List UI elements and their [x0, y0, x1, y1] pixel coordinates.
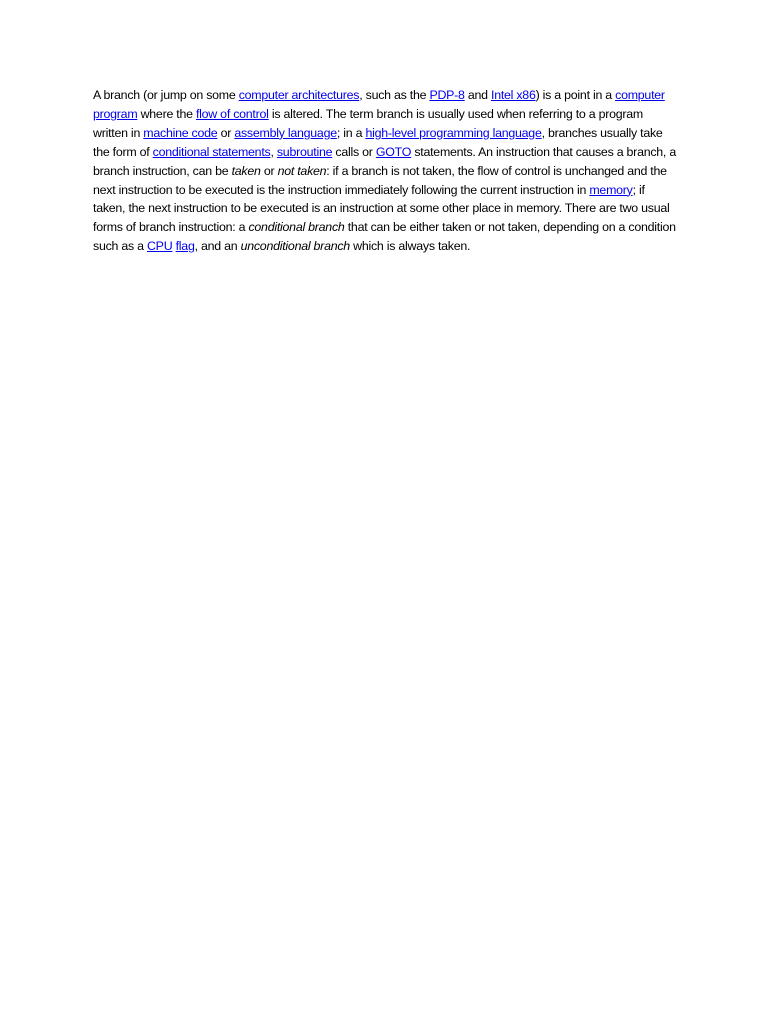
- text-run: and: [464, 88, 491, 102]
- italic-term-taken: taken: [231, 163, 261, 178]
- link-computer-program[interactable]: computer program: [93, 88, 665, 121]
- text-run: , such as the: [359, 88, 430, 102]
- text-run: A branch (or jump on some: [93, 88, 239, 102]
- italic-term-conditional-branch: conditional branch: [248, 220, 345, 235]
- text-run: : if a branch is not taken, the flow of control is unchanged and the next instruction to be executed is the instruction immediately following the current instruction in: [93, 163, 667, 197]
- text-run: which is always taken.: [349, 239, 471, 254]
- text-run: calls or: [332, 144, 376, 159]
- link-goto[interactable]: GOTO: [375, 144, 412, 159]
- link-machine-code[interactable]: machine code: [143, 125, 218, 140]
- branch-paragraph: [93, 86, 677, 256]
- text-run: ; in a: [336, 125, 366, 140]
- link-computer-architectures[interactable]: computer architectures: [238, 88, 360, 102]
- text-run: or: [217, 125, 235, 140]
- link-intel-x86[interactable]: Intel x86: [491, 88, 536, 102]
- text-run: ) is a point in a: [535, 88, 616, 102]
- text-run: is altered. The term branch is usually used when referring to a program written in: [93, 106, 643, 140]
- text-run: that can be either taken or not taken, depending on a condition such as a: [93, 220, 676, 254]
- text-run: statements. An instruction that causes a branch, a branch instruction, can be: [93, 144, 676, 178]
- link-conditional-statements[interactable]: conditional statements: [152, 144, 271, 159]
- link-memory[interactable]: memory: [589, 182, 633, 197]
- text-run: , and an: [194, 239, 241, 254]
- link-flow-of-control[interactable]: flow of control: [195, 106, 269, 121]
- link-subroutine[interactable]: subroutine: [276, 144, 333, 159]
- text-run: where the: [137, 106, 196, 121]
- link-pdp-8[interactable]: PDP-8: [429, 88, 465, 102]
- italic-term-unconditional-branch: unconditional branch: [240, 239, 350, 254]
- text-run: , branches usually take the form of: [93, 125, 663, 159]
- text-run: ; if taken, the next instruction to be executed is an instruction at some other place in memory. There are two usual forms of branch instruction: a: [93, 182, 670, 235]
- link-high-level-programming-language[interactable]: high-level programming language: [365, 125, 542, 140]
- link-flag[interactable]: flag: [175, 239, 195, 254]
- link-cpu[interactable]: CPU: [146, 239, 173, 254]
- text-run: or: [260, 163, 278, 178]
- link-assembly-language[interactable]: assembly language: [234, 125, 337, 140]
- italic-term-not-taken: not taken: [277, 163, 327, 178]
- text-run: ,: [270, 144, 277, 159]
